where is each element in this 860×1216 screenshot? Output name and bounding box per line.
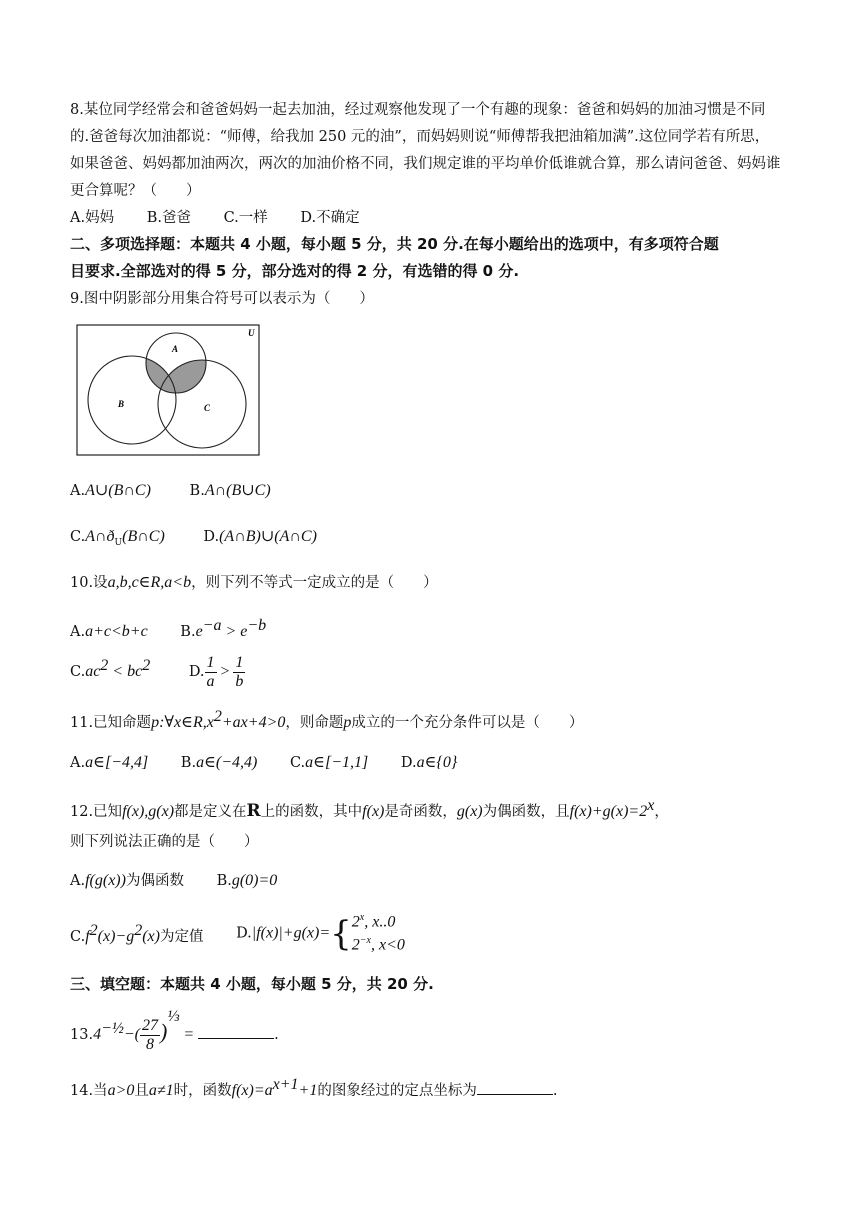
q12-options-row-1	[70, 869, 305, 890]
q10-stem: 10.设a,b,c∈R,a<b，则下列不等式一定成立的是（ ）	[70, 574, 438, 591]
q8-line-1: 8.某位同学经常会和爸爸妈妈一起去加油，经过观察他发现了一个有趣的现象：爸爸和妈妈的加油习惯是不同	[70, 102, 766, 118]
q14: 14.当a>0且a≠1时，函数$f(x)=a^{x+1}+1$的图象经过的定点坐标为 .	[70, 1076, 558, 1099]
q8-option-a[interactable]: A.妈妈	[70, 210, 115, 226]
q10-option-b[interactable]: $B.e^{-a} > e^{-b}$	[180, 617, 267, 640]
q8-option-b[interactable]: B.爸爸	[146, 210, 191, 226]
section2-heading-line-1: 二、多项选择题：本题共 4 小题，每小题 5 分，共 20 分.在每小题给出的选项中，有多项符合题	[70, 235, 719, 253]
q9-option-c[interactable]: $C.A\cap ð_U(B\cap C)$	[70, 528, 165, 548]
q8-option-c[interactable]: C.一样	[223, 210, 268, 226]
q13-answer-blank[interactable]	[198, 1037, 274, 1039]
label-u: U	[248, 328, 255, 338]
q8-line-3: 如果爸爸、妈妈都加油两次，两次的加油价格不同，我们规定谁的平均单价低谁就合算，那么请问爸爸、妈妈谁	[70, 156, 781, 172]
q12-option-a[interactable]: A.f(g(x))为偶函数	[70, 872, 184, 889]
q10-options-row-2	[70, 654, 273, 690]
q12-stem: 12.已知f(x),g(x)都是定义在R上的函数，其中f(x)是奇函数，g(x)为偶函数，且$f(x)+g(x)=2^x$，	[70, 797, 669, 821]
q9-option-a[interactable]: A.A∪(B∩C)	[70, 482, 151, 499]
q8-options	[70, 206, 388, 227]
label-b: B	[118, 399, 125, 409]
q9-stem: 9.图中阴影部分用集合符号可以表示为（ ）	[70, 291, 374, 307]
label-c: C	[204, 403, 211, 413]
circle-b	[88, 356, 176, 444]
q13: $13.4^{-\frac{1}{2}}-$( $\frac{27}{8}$ )$^{\frac{1}{3}}$= .	[70, 1008, 279, 1053]
q12-option-b[interactable]: B.g(0)=0	[216, 872, 278, 889]
q11-options	[70, 752, 485, 772]
q8-line-4: 更合算呢？（ ）	[70, 183, 201, 199]
q11-option-a[interactable]: A.a∈[−4,4]	[70, 754, 149, 771]
q11-option-d[interactable]: D.a∈{0}	[400, 754, 458, 771]
q9-options-row-1	[70, 480, 299, 500]
q14-answer-blank[interactable]	[477, 1093, 553, 1095]
section2-heading-line-2: 目要求.全部选对的得 5 分，部分选对的得 2 分，有选错的得 0 分.	[70, 262, 520, 280]
section3-heading: 三、填空题：本题共 4 小题，每小题 5 分，共 20 分.	[70, 975, 434, 993]
q12-option-c[interactable]: $C.f^2(x)-g^2(x)$为定值	[70, 921, 204, 945]
q8-option-d[interactable]: D.不确定	[300, 210, 360, 226]
q11-option-c[interactable]: C.a∈[−1,1]	[289, 754, 369, 771]
q9-option-d[interactable]: D.(A∩B)∪(A∩C)	[203, 528, 317, 545]
venn-diagram	[76, 324, 260, 456]
q9-options-row-2	[70, 526, 345, 548]
q9-option-b[interactable]: B.A∩(B∪C)	[189, 482, 271, 499]
q10-option-c[interactable]: $C.ac^2 < bc^2$	[70, 657, 151, 681]
q8-line-2: 的.爸爸每次加油都说：“师傅，给我加 250 元的油”，而妈妈则说“师傅帮我把油箱加满”.这位同学若有所思，	[70, 129, 770, 145]
q12-stem-line-2: 则下列说法正确的是（ ）	[70, 834, 259, 850]
q12-options-row-2	[70, 911, 433, 956]
q10-option-d[interactable]: D. $\frac{1}{a}$ > $\frac{1}{b}$	[188, 654, 244, 690]
q11-option-b[interactable]: B.a∈(−4,4)	[180, 754, 258, 771]
q11-stem: 11.已知命题$p:\forall x\in R,x^2+ax+4>0$，则命题p成立的一个充分条件可以是（ ）	[70, 708, 584, 731]
q10-option-a[interactable]: A.a+c<b+c	[70, 622, 148, 640]
label-a: A	[172, 344, 179, 354]
q10-options-row-1	[70, 617, 294, 641]
q12-option-d[interactable]: D.|f(x)|+g(x)={ 2$^x$, x..0 $2^{-x}$, x<0	[236, 912, 405, 954]
